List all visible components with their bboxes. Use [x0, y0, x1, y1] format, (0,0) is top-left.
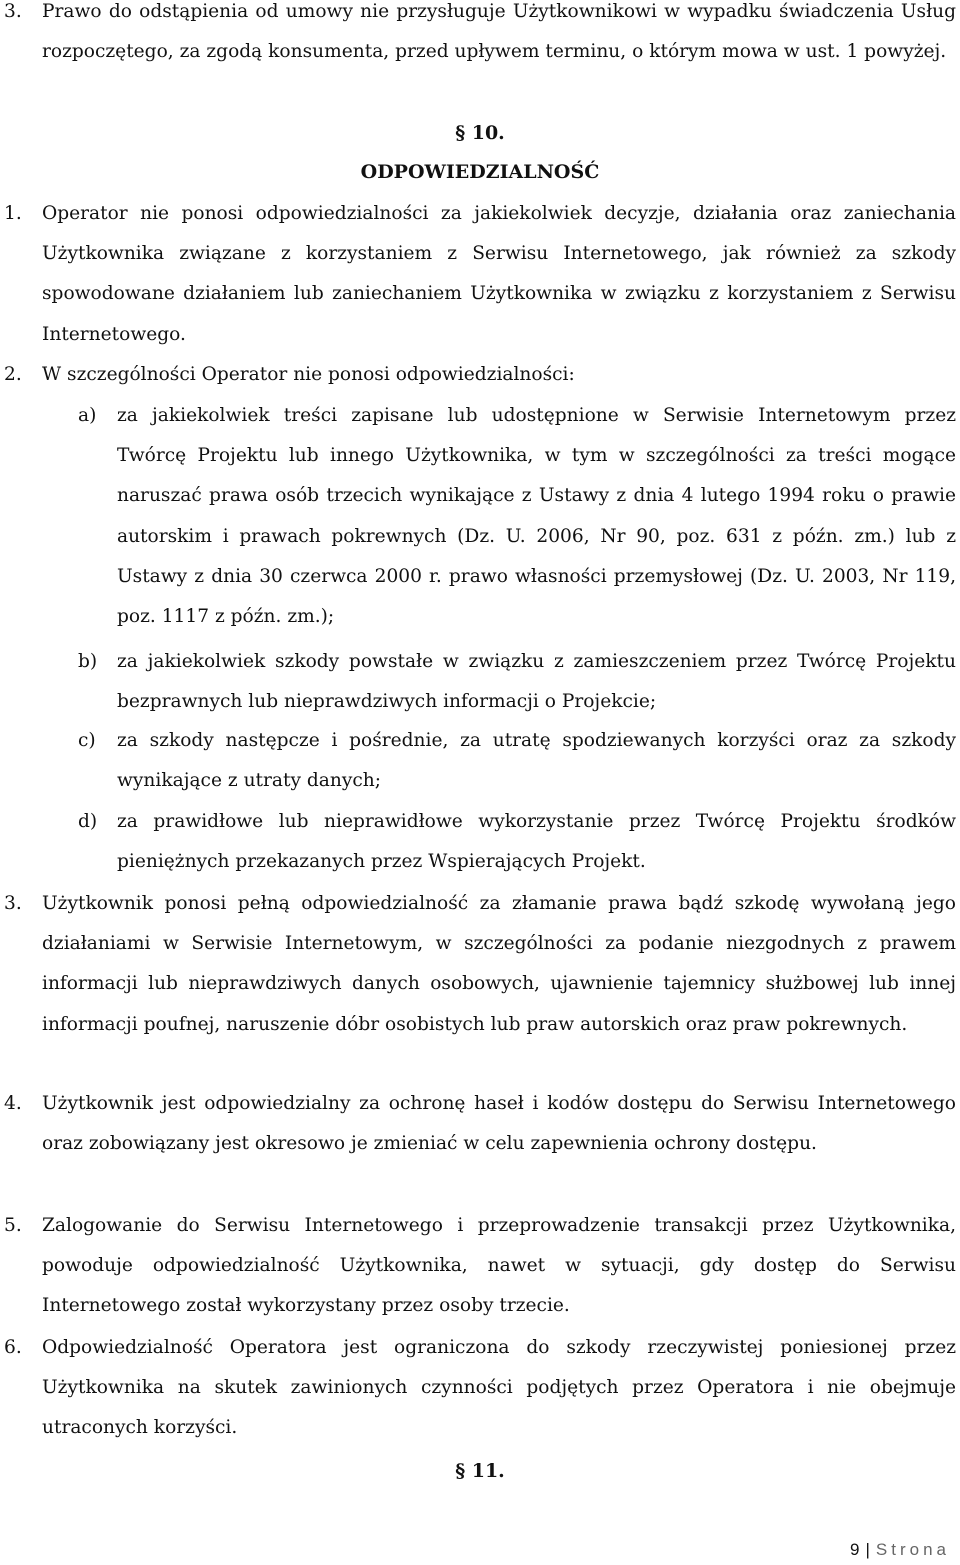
item-4-text: Użytkownik jest odpowiedzialny za ochronę haseł i kodów dostępu do Serwisu Internetowego oraz zobowiązany jest okresowo je zmieniać w celu zapewnienia ochrony dostępu.	[42, 1093, 956, 1155]
item-6-number: 6.	[4, 1337, 22, 1358]
subitem-d-text: za prawidłowe lub nieprawidłowe wykorzystanie przez Twórcę Projektu środków pieniężnych przekazanych przez Wspierających Projekt.	[117, 811, 956, 873]
page-label: Strona	[875, 1540, 950, 1559]
subitem-d-label: d)	[78, 811, 98, 832]
section-10-title: ODPOWIEDZIALNOŚĆ	[360, 161, 600, 183]
section-11-heading: § 11.	[455, 1460, 505, 1482]
prev-item-text: Prawo do odstąpienia od umowy nie przysługuje Użytkownikowi w wypadku świadczenia Usług rozpoczętego, za zgodą konsumenta, przed upływem terminu, o którym mowa w ust. 1 powyżej.	[42, 1, 956, 63]
item-6-text: Odpowiedzialność Operatora jest ograniczona do szkody rzeczywistej poniesionej przez Użytkownika na skutek zawinionych czynności podjętych przez Operatora i nie obejmuje utraconych korzyści.	[42, 1337, 956, 1439]
subitem-b-label: b)	[78, 651, 98, 672]
subitem-b-text: za jakiekolwiek szkody powstałe w związku z zamieszczeniem przez Twórcę Projektu bezprawnych lub nieprawdziwych informacji o Projekcie;	[117, 651, 956, 713]
item-5-number: 5.	[4, 1215, 22, 1236]
item-2-text: W szczególności Operator nie ponosi odpowiedzialności:	[42, 364, 575, 385]
item-5-text: Zalogowanie do Serwisu Internetowego i przeprowadzenie transakcji przez Użytkownika, powoduje odpowiedzialność Użytkownika, nawet w sytuacji, gdy dostęp do Serwisu Internetowego został wykorzystany przez osoby trzecie.	[42, 1215, 956, 1317]
subitem-a-text: za jakiekolwiek treści zapisane lub udostępnione w Serwisie Internetowym przez Twórcę Projektu lub innego Użytkownika, w tym w szczególności za treści mogące naruszać prawa osób trzecich wynikające z Ustawy z dnia 4 lutego 1994 roku o prawie autorskim i prawach pokrewnych (Dz. U. 2006, Nr 90, poz. 631 z późn. zm.) lub z Ustawy z dnia 30 czerwca 2000 r. prawo własności przemysłowej (Dz. U. 2003, Nr 119, poz. 1117 z późn. zm.);	[117, 405, 956, 628]
footer-separator: |	[865, 1540, 870, 1559]
item-1-number: 1.	[4, 203, 22, 224]
page-footer	[850, 1540, 950, 1560]
page-number: 9	[850, 1540, 860, 1559]
item-2-number: 2.	[4, 364, 22, 385]
item-4-number: 4.	[4, 1093, 22, 1114]
subitem-a-label: a)	[78, 405, 97, 426]
subitem-c-label: c)	[78, 730, 96, 751]
section-10-heading: § 10.	[455, 122, 505, 144]
prev-item-number: 3.	[4, 1, 22, 22]
item-1-text: Operator nie ponosi odpowiedzialności za jakiekolwiek decyzje, działania oraz zaniechania Użytkownika związane z korzystaniem z Serwisu Internetowego, jak również za szkody spowodowane działaniem lub zaniechaniem Użytkownika w związku z korzystaniem z Serwisu Internetowego.	[42, 203, 956, 345]
subitem-c-text: za szkody następcze i pośrednie, za utratę spodziewanych korzyści oraz za szkody wynikające z utraty danych;	[117, 730, 956, 792]
item-3-number: 3.	[4, 893, 22, 914]
item-3-text: Użytkownik ponosi pełną odpowiedzialność za złamanie prawa bądź szkodę wywołaną jego działaniami w Serwisie Internetowym, w szczególności za podanie niezgodnych z prawem informacji lub nieprawdziwych danych osobowych, ujawnienie tajemnicy służbowej lub innej informacji poufnej, naruszenie dóbr osobistych lub praw autorskich oraz praw pokrewnych.	[42, 893, 956, 1035]
